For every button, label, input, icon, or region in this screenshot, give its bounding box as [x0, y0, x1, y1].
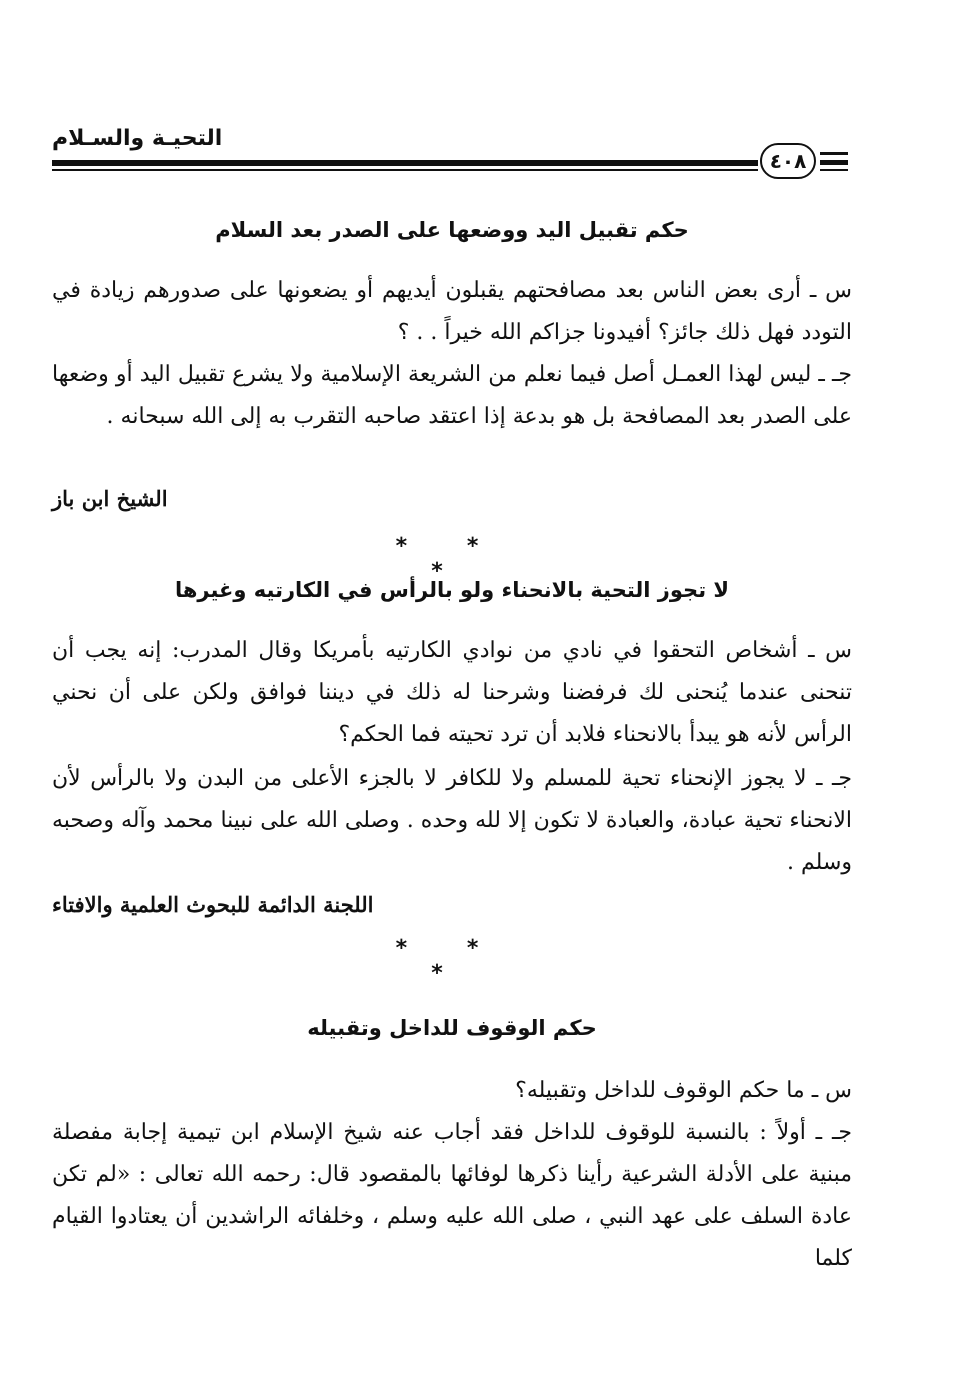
header-rule: [52, 160, 758, 166]
signature: الشيخ ابن باز: [52, 486, 168, 511]
signature: اللجنة الدائمة للبحوث العلمية والافتاء: [52, 892, 374, 917]
header-rule-thin: [52, 169, 758, 171]
header-rule-right: [820, 152, 848, 155]
answer-text: جـ ـ لا يجوز الإنحناء تحية للمسلم ولا للكافر لا بالجزء الأعلى من البدن ولا بالرأس لأن الانحناء تحية عبادة، والعبادة لا تكون إلا لله وحده . وصلى الله على نبينا محمد وآله وصحبه وسلم .: [52, 766, 852, 875]
answer-text: جـ ـ ليس لهذا العمـل أصل فيما نعلم من الشريعة الإسلامية ولا يشرع تقبيل اليد أو وضعها على الصدر بعد المصافحة بل هو بدعة إذا اعتقد صاحبه التقرب به إلى الله سبحانه .: [52, 362, 852, 429]
page-number: ٤٠٨: [760, 143, 816, 179]
section-heading: لا تجوز التحية بالانحناء ولو بالرأس في الكارتيه وغيرها: [174, 578, 730, 602]
header-rule-right: [820, 169, 848, 171]
header-rule-right: [820, 160, 848, 165]
question-text: س ـ أرى بعض الناس بعد مصافحتهم يقبلون أيديهم أو يضعونها على صدورهم زيادة في التودد فهل ذلك جائز؟ أفيدونا جزاكم الله خيراً . . ؟: [52, 278, 852, 345]
question-text: س ـ ما حكم الوقوف للداخل وتقبيله؟: [515, 1078, 852, 1103]
running-header-title: التحيـة والسـلام: [52, 126, 223, 151]
section-heading: حكم الوقوف للداخل وتقبيله: [307, 1016, 597, 1040]
question-text: س ـ أشخاص التحقوا في نادي من نوادي الكارتيه بأمريكا وقال المدرب: إنه يجب أن تنحنى عندما يُنحنى لك فرفضنا وشرحنا له ذلك في ديننا فوافق ولكن على أن نحني الرأس لأنه هو يبدأ بالانحناء فلابد أن ترد تحيته فما الحكم؟: [52, 638, 852, 747]
answer-text: جـ ـ أولاً : بالنسبة للوقوف للداخل فقد أجاب عنه شيخ الإسلام ابن تيمية إجابة مفصلة مبنية على الأدلة الشرعية رأينا ذكرها لوفائها بالمقصود قال: رحمه الله تعالى : «لم تكن عادة السلف على عهد النبي ، صلى الله عليه وسلم ، وخلفائه الراشدين أن يعتادوا القيام كلما: [52, 1120, 852, 1271]
separator-stars: * * *: [395, 534, 505, 584]
section-heading: حكم تقبيل اليد ووضعها على الصدر بعد السلام: [215, 218, 689, 242]
separator-stars: * * *: [395, 936, 505, 986]
